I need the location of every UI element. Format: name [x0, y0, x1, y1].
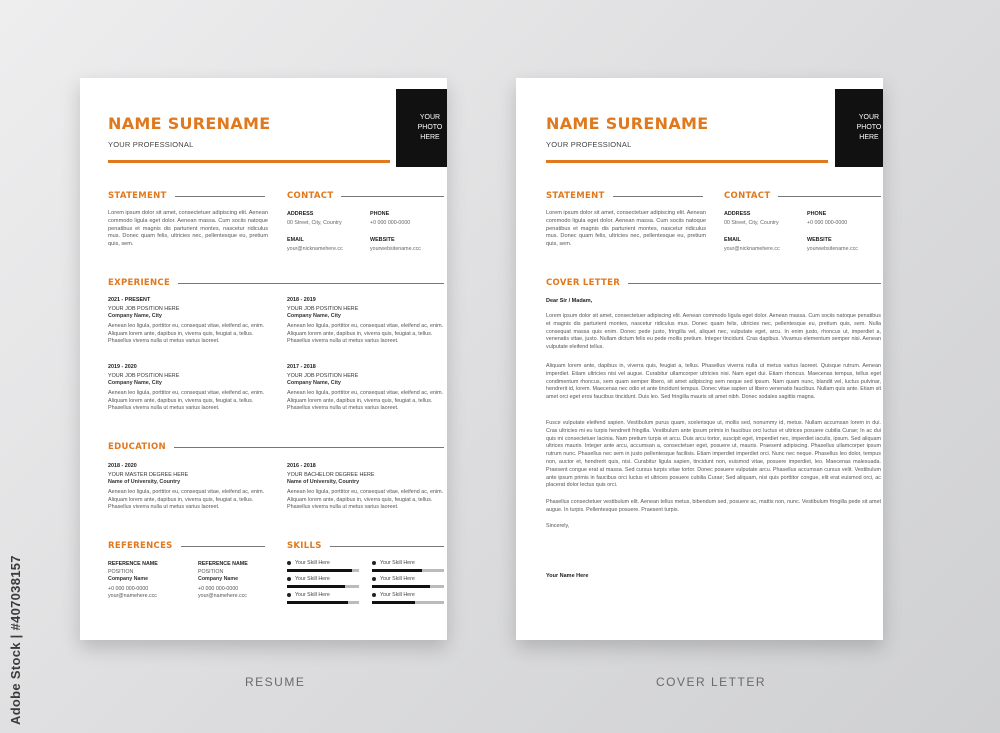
skill-item [287, 576, 359, 588]
reference-item [198, 561, 283, 601]
item-company: Company Name, City [108, 380, 162, 386]
contact-title: CONTACT [724, 191, 771, 201]
item-years: 2019 - 2020 [108, 364, 137, 370]
contact-title: CONTACT [287, 191, 334, 201]
contact-heading [724, 191, 881, 201]
item-school: Name of University, Country [287, 479, 360, 485]
skill-item [287, 592, 359, 604]
reference-company: Company Name [108, 576, 149, 583]
cover-letter-caption: COVER LETTER [656, 675, 767, 689]
bullet-icon [372, 561, 376, 565]
item-school: Name of University, Country [108, 479, 181, 485]
contact-heading [287, 191, 444, 201]
skill-bar [287, 585, 359, 588]
education-item [108, 463, 268, 512]
website-label: WEBSITE [370, 237, 395, 243]
item-description: Aenean leo ligula, porttitor eu, consequat vitae, eleifend ac, enim. Aliquam lorem ante, dapibus in, viverra quis, feugiat a, tellus. Phasellus viverra nulla ut metus varius laoreet. [108, 323, 265, 345]
item-company: Company Name, City [108, 313, 162, 319]
email-block [287, 237, 343, 252]
reference-position: POSITION [198, 568, 224, 575]
statement-text: Lorem ipsum dolor sit amet, consectetuer adipiscing elit. Aenean commodo ligula eget dolor. Aenean massa. Cum sociis natoque penatibus et magnis dis parturient montes, nascetur ridiculus mus. Donec quam felis, ultricies nec, pellentesque eu, pretium quis, sem. [546, 210, 706, 248]
divider [181, 546, 265, 547]
education-title: EDUCATION [108, 442, 166, 452]
email-block [724, 237, 780, 252]
reference-phone: +0 000 000-0000 [108, 585, 149, 592]
photo-placeholder [396, 89, 447, 167]
item-description: Aenean leo ligula, porttitor eu, consequat vitae, eleifend ac, enim. Aliquam lorem ante, dapibus in, viverra quis, feugiat a, tellus. Phasellus viverra nulla ut metus varius laoreet. [287, 489, 444, 511]
divider [628, 283, 881, 284]
item-years: 2018 - 2020 [108, 463, 137, 469]
divider [175, 196, 265, 197]
photo-line: YOUR [419, 114, 441, 121]
reference-item [108, 561, 193, 601]
statement-heading [108, 191, 265, 201]
item-description: Aenean leo ligula, porttitor eu, consequat vitae, eleifend ac, enim. Aliquam lorem ante, dapibus in, viverra quis, feugiat a, tellus. Phasellus viverra nulla ut metus varius laoreet. [287, 323, 444, 345]
education-item [287, 463, 447, 512]
skills-title: SKILLS [287, 541, 322, 551]
item-position: YOUR JOB POSITION HERE [108, 306, 180, 312]
item-position: YOUR JOB POSITION HERE [287, 306, 359, 312]
website-block [807, 237, 858, 252]
cover-letter-page [516, 78, 883, 640]
skill-label [287, 576, 359, 582]
skill-bar-fill [287, 585, 345, 588]
photo-placeholder [835, 89, 883, 167]
reference-email: your@namehere.ccc [108, 593, 157, 600]
skill-item [372, 576, 444, 588]
photo-line: HERE [859, 134, 879, 141]
email-label: EMAIL [724, 237, 741, 243]
reference-name: REFERENCE NAME [198, 561, 248, 567]
statement-title: STATEMENT [108, 191, 167, 201]
letter-closing: Sincerely, [546, 523, 570, 529]
divider [778, 196, 881, 197]
divider [178, 283, 444, 284]
photo-line: PHOTO [856, 124, 882, 131]
skill-label [372, 576, 444, 582]
skill-bar [372, 601, 444, 604]
skill-item [372, 592, 444, 604]
item-years: 2016 - 2018 [287, 463, 316, 469]
letter-paragraph: Lorem ipsum dolor sit amet, consectetuer adipiscing elit. Aenean commodo ligula eget dolor. Aenean massa. Cum sociis natoque penatibus et magnis dis parturient montes, nascetur ridiculus mus. Donec quam felis, ultricies nec, pellentesque eu, pretium quis, sem. Nulla consequat massa quis enim. Donec pede justo, fringilla vel, aliquet nec, vulputate eget, arcu. In enim justo, rhoncus ut, imperdiet a, venenatis vitae, justo. Nullam dictum felis eu pede mollis pretium. Integer tincidunt. Cras dapibus. Vivamus elementum semper nisi. Aenean vulputate eleifend tellus. [546, 313, 881, 351]
email-label: EMAIL [287, 237, 304, 243]
website-value: yourwebsitename.ccc [370, 246, 421, 252]
name-underline [108, 160, 390, 163]
cover-profession: YOUR PROFESSIONAL [546, 140, 632, 149]
item-position: YOUR JOB POSITION HERE [108, 373, 180, 379]
experience-title: EXPERIENCE [108, 278, 171, 288]
letter-paragraph: Fusce vulputate eleifend sapien. Vestibulum purus quam, scelerisque ut, mollis sed, nonummy id, metus. Nullam accumsan lorem in dui. Cras ultricies mi eu turpis hendrerit fringilla. Vestibulum ante ipsum primis in faucibus orci luctus et ultrices posuere cubilia Curae; In ac dui quis mi consectetuer lacinia. Nam pretium turpis et arcu. Duis arcu tortor, suscipit eget, imperdiet nec, imperdiet iaculis, ipsum. Sed aliquam ultrices mauris. Integer ante arcu, accumsan a, consectetuer eget, posuere ut, mauris. Praesent adipiscing. Phasellus ullamcorper ipsum rutrum nunc. Phasellus nec sem in justo pellentesque facilisis. Etiam imperdiet imperdiet orci. Nunc nec neque. Phasellus leo dolor, tempus non, auctor et, hendrerit quis, nisi. Curabitur ligula sapien, tincidunt non, euismod vitae, posuere imperdiet, leo. Maecenas malesuada. Praesent congue erat at massa. Sed cursus turpis vitae tortor. Donec posuere vulputate arcu. Phasellus accumsan cursus velit. Vestibulum ante ipsum primis in faucibus orci luctus et ultrices posuere cubilia Curae; Sed aliquam, nisi quis porttitor congue, elit erat euismod orci, ac placerat dolor lectus quis orci. [546, 420, 881, 489]
experience-item [287, 364, 447, 413]
skill-bar-fill [372, 569, 422, 572]
skill-name: Your Skill Here [295, 592, 330, 598]
skill-label [372, 560, 444, 566]
skill-name: Your Skill Here [295, 576, 330, 582]
photo-line: PHOTO [417, 124, 443, 131]
skill-bar [287, 601, 359, 604]
experience-heading [108, 278, 444, 288]
phone-label: PHONE [370, 211, 390, 217]
website-value: yourwebsitename.ccc [807, 246, 858, 252]
statement-text: Lorem ipsum dolor sit amet, consectetuer adipiscing elit. Aenean commodo ligula eget dolor. Aenean massa. Cum sociis natoque penatibus et magnis dis parturient montes, nascetur ridiculus mus. Donec quam felis, ultricies nec, pellentesque eu, pretium quis, sem. [108, 210, 268, 248]
letter-paragraph: Phasellus consectetuer vestibulum elit. Aenean tellus metus, bibendum sed, posuere ac, mattis non, nunc. Vestibulum fringilla pede sit amet augue. In turpis. Pellentesque posuere. Praesent turpis. [546, 499, 881, 513]
skill-label [287, 592, 359, 598]
skill-label [372, 592, 444, 598]
item-degree: YOUR BACHELOR DEGREE HERE [287, 472, 375, 478]
experience-item [287, 297, 447, 346]
skill-bar [372, 569, 444, 572]
experience-item [108, 297, 268, 346]
education-heading [108, 442, 444, 452]
phone-value: +0 000 000-0000 [370, 220, 411, 226]
skill-name: Your Skill Here [295, 560, 330, 566]
address-label: ADDRESS [724, 211, 751, 217]
resume-page [80, 78, 447, 640]
item-degree: YOUR MASTER DEGREE HERE [108, 472, 189, 478]
skill-name: Your Skill Here [380, 592, 415, 598]
divider [613, 196, 703, 197]
bullet-icon [287, 593, 291, 597]
bullet-icon [372, 593, 376, 597]
phone-value: +0 000 000-0000 [807, 220, 848, 226]
website-block [370, 237, 421, 252]
statement-title: STATEMENT [546, 191, 605, 201]
references-heading [108, 541, 265, 551]
resume-caption: RESUME [245, 675, 306, 689]
divider [174, 447, 444, 448]
email-value: your@nicknamehere.cc [287, 246, 343, 252]
bullet-icon [287, 577, 291, 581]
phone-label: PHONE [807, 211, 827, 217]
reference-company: Company Name [198, 576, 239, 583]
photo-line: HERE [420, 134, 440, 141]
statement-heading [546, 191, 703, 201]
skill-label [287, 560, 359, 566]
skill-name: Your Skill Here [380, 576, 415, 582]
skill-bar-fill [287, 569, 352, 572]
item-years: 2017 - 2018 [287, 364, 316, 370]
item-company: Company Name, City [287, 380, 341, 386]
skill-bar [287, 569, 359, 572]
resume-name: NAME SURENAME [108, 114, 271, 133]
skill-bar-fill [372, 601, 415, 604]
address-label: ADDRESS [287, 211, 314, 217]
photo-line: YOUR [858, 114, 880, 121]
item-company: Company Name, City [287, 313, 341, 319]
divider [330, 546, 444, 547]
skills-heading [287, 541, 444, 551]
skill-bar-fill [287, 601, 348, 604]
divider [341, 196, 444, 197]
stock-id-text: Adobe Stock | #407038157 [8, 555, 23, 725]
skill-bar [372, 585, 444, 588]
skill-item [372, 560, 444, 572]
phone-block [370, 211, 410, 226]
bullet-icon [372, 577, 376, 581]
references-title: REFERENCES [108, 541, 173, 551]
bullet-icon [287, 561, 291, 565]
phone-block [807, 211, 847, 226]
reference-email: your@namehere.ccc [198, 593, 247, 600]
item-position: YOUR JOB POSITION HERE [287, 373, 359, 379]
item-description: Aenean leo ligula, porttitor eu, consequat vitae, eleifend ac, enim. Aliquam lorem ante, dapibus in, viverra quis, feugiat a, tellus. Phasellus viverra nulla ut metus varius laoreet. [108, 489, 265, 511]
skill-bar-fill [372, 585, 430, 588]
letter-greeting: Dear Sir / Madam, [546, 298, 593, 304]
address-value: 00 Street, City, Country [724, 220, 779, 226]
reference-name: REFERENCE NAME [108, 561, 158, 567]
resume-profession: YOUR PROFESSIONAL [108, 140, 194, 149]
skill-item [287, 560, 359, 572]
address-block [724, 211, 779, 226]
name-underline [546, 160, 828, 163]
website-label: WEBSITE [807, 237, 832, 243]
address-value: 00 Street, City, Country [287, 220, 342, 226]
cover-name: NAME SURENAME [546, 114, 709, 133]
letter-paragraph: Aliquam lorem ante, dapibus in, viverra quis, feugiat a, tellus. Phasellus viverra nulla ut metus varius laoreet. Quisque rutrum. Aenean imperdiet. Etiam ultricies nisi vel augue. Curabitur ullamcorper ultricies nisi. Nam eget dui. Etiam rhoncus. Maecenas tempus, tellus eget condimentum rhoncus, sem quam semper libero, sit amet adipiscing sem neque sed ipsum. Nam quam nunc, blandit vel, luctus pulvinar, hendrerit id, lorem. Maecenas nec odio et ante tincidunt tempus. Donec vitae sapien ut libero venenatis faucibus. Nullam quis ante. Etiam sit amet orci eget eros faucibus tincidunt. Duis leo. Sed fringilla mauris sit amet nibh. Donec sodales sagittis magna. [546, 363, 881, 401]
reference-phone: +0 000 000-0000 [198, 585, 239, 592]
experience-item [108, 364, 268, 413]
skill-name: Your Skill Here [380, 560, 415, 566]
cover-letter-heading [546, 278, 881, 288]
item-years: 2021 - PRESENT [108, 297, 151, 303]
cover-letter-title: COVER LETTER [546, 278, 621, 288]
stock-id-watermark [8, 495, 24, 725]
reference-position: POSITION [108, 568, 134, 575]
address-block [287, 211, 342, 226]
letter-signature: Your Name Here [546, 573, 589, 579]
email-value: your@nicknamehere.cc [724, 246, 780, 252]
item-description: Aenean leo ligula, porttitor eu, consequat vitae, eleifend ac, enim. Aliquam lorem ante, dapibus in, viverra quis, feugiat a, tellus. Phasellus viverra nulla ut metus varius laoreet. [287, 390, 444, 412]
item-years: 2018 - 2019 [287, 297, 316, 303]
item-description: Aenean leo ligula, porttitor eu, consequat vitae, eleifend ac, enim. Aliquam lorem ante, dapibus in, viverra quis, feugiat a, tellus. Phasellus viverra nulla ut metus varius laoreet. [108, 390, 265, 412]
